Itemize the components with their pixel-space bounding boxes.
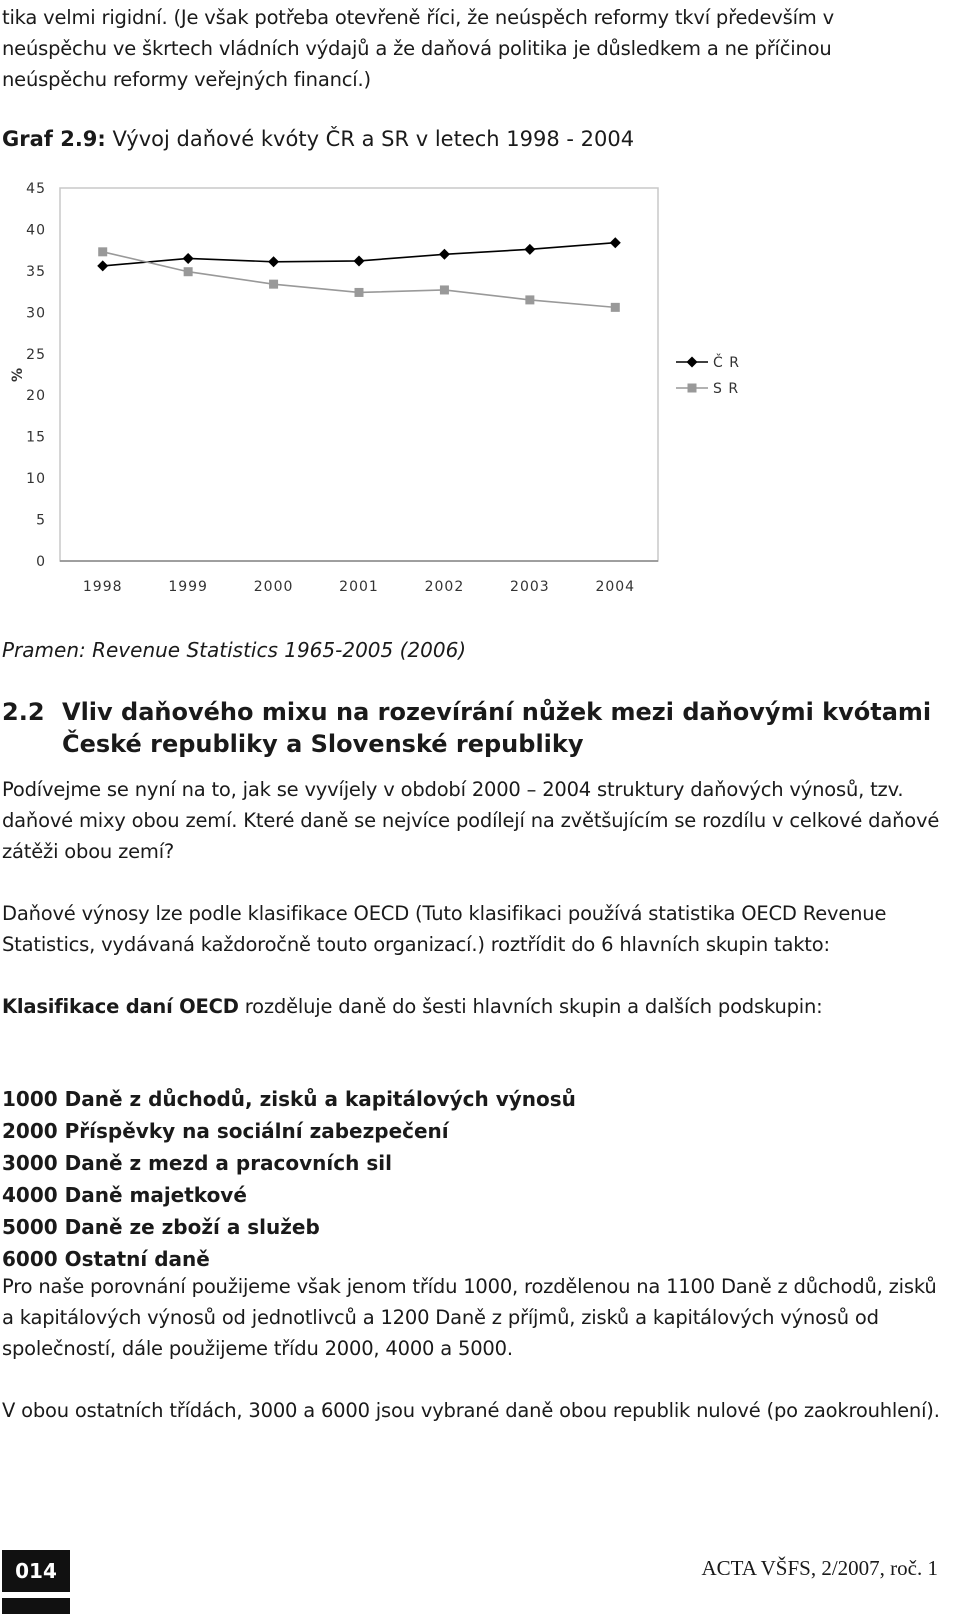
tax-class-item: 1000 Daně z důchodů, zisků a kapitálových výnosů — [2, 1087, 576, 1111]
data-point — [97, 260, 108, 271]
paragraph-comparison: Pro naše porovnání použijeme však jenom třídu 1000, rozdělenou na 1100 Daně z důchodů, zisků a kapitálových výnosů od jednotlivců a 1200 Daně z příjmů, zisků a kapitálových výnosů od společností, dále použijeme třídu 2000, 4000 a 5000. — [2, 1275, 937, 1360]
data-point — [611, 303, 620, 312]
plot-area — [60, 188, 658, 561]
data-point — [269, 280, 278, 289]
figure-caption — [2, 124, 634, 154]
tax-class-item: 3000 Daně z mezd a pracovních sil — [2, 1151, 392, 1175]
paragraph-classification-intro — [2, 991, 942, 1022]
legend-entry: Č R — [713, 355, 740, 371]
tax-class-item: 2000 Příspěvky na sociální zabezpečení — [2, 1119, 449, 1143]
data-point — [268, 256, 279, 267]
y-tick-label: 40 — [26, 222, 46, 239]
x-tick-label: 2000 — [253, 579, 294, 595]
data-point — [524, 244, 535, 255]
x-tick-label: 2001 — [339, 579, 379, 595]
y-tick-label: 45 — [26, 181, 46, 197]
section-number: 2.2 — [2, 698, 45, 726]
data-point — [355, 288, 364, 297]
y-tick-label: 0 — [36, 554, 46, 570]
paragraph-other-classes: V obou ostatních třídách, 3000 a 6000 jsou vybrané daně obou republik nulové (po zaokrouhlení). — [2, 1399, 940, 1422]
figure-title: Vývoj daňové kvóty ČR a SR v letech 1998 - 2004 — [112, 127, 635, 151]
y-tick-label: 35 — [26, 263, 46, 280]
y-tick-label: 20 — [26, 388, 46, 405]
figure-source: Pramen: Revenue Statistics 1965-2005 (2006) — [2, 638, 467, 662]
classification-title: Klasifikace daní OECD — [2, 995, 239, 1018]
section-heading — [2, 696, 942, 760]
x-tick-label: 1999 — [168, 579, 208, 595]
section-title-line2: České republiky a Slovenské republiky — [62, 730, 584, 758]
y-tick-label: 30 — [26, 305, 46, 322]
x-tick-label: 1998 — [82, 579, 123, 595]
data-point — [440, 285, 449, 294]
y-tick-label: 25 — [26, 346, 46, 363]
legend-entry: S R — [713, 381, 740, 397]
tax-class-item: 5000 Daně ze zboží a služeb — [2, 1215, 320, 1239]
y-axis-label: % — [10, 367, 26, 383]
data-point — [354, 255, 365, 266]
chart-series — [97, 237, 621, 312]
paragraph-tax-mix: Podívejme se nyní na to, jak se vyvíjely v období 2000 – 2004 struktury daňových výnosů, tzv. daňové mixy obou zemí. Které daně se nejvíce podílejí na zvětšujícím se rozdílu v celkové daňové zátěži obou zemí? — [2, 778, 940, 863]
chart-legend — [676, 353, 740, 397]
x-tick-label: 2004 — [595, 579, 636, 595]
paragraph-oecd-classification: Daňové výnosy lze podle klasifikace OECD (Tuto klasifikaci používá statistika OECD Revenue Statistics, vydávaná každoročně touto organizací.) roztřídit do 6 hlavních skupin takto: — [2, 902, 887, 956]
data-point — [439, 249, 450, 260]
tax-class-list — [2, 1083, 576, 1275]
tax-quota-line-chart — [0, 178, 760, 608]
intro-paragraph: tika velmi rigidní. (Je však potřeba otevřeně říci, že neúspěch reformy tkví především v neúspěchu ve škrtech vládních výdajů a že daňová politika je důsledkem a ne příčinou neúspěchu reformy veřejných financí.) — [2, 6, 834, 91]
page-number-bar — [2, 1598, 70, 1614]
x-tick-label: 2002 — [424, 579, 465, 595]
chart-tick-labels — [26, 181, 635, 595]
y-tick-label: 5 — [36, 512, 46, 529]
page-number: 014 — [2, 1550, 70, 1592]
data-point — [525, 295, 534, 304]
legend-marker — [688, 384, 697, 393]
y-tick-label: 10 — [26, 471, 46, 488]
data-point — [184, 267, 193, 276]
x-tick-label: 2003 — [510, 579, 550, 595]
data-point — [98, 247, 107, 256]
journal-reference: ACTA VŠFS, 2/2007, roč. 1 — [701, 1556, 938, 1580]
classification-description: rozděluje daně do šesti hlavních skupin a dalších podskupin: — [238, 995, 823, 1018]
tax-class-item: 6000 Ostatní daně — [2, 1247, 210, 1271]
y-axis-label-group — [10, 368, 26, 382]
tax-class-item: 4000 Daně majetkové — [2, 1183, 247, 1207]
legend-marker — [687, 357, 698, 368]
section-title-line1: Vliv daňového mixu na rozevírání nůžek mezi daňovými kvótami — [62, 698, 932, 726]
y-tick-label: 15 — [26, 429, 46, 446]
data-point — [610, 237, 621, 248]
chart-axes — [60, 188, 658, 561]
data-point — [183, 253, 194, 264]
figure-label: Graf 2.9: — [2, 127, 106, 151]
